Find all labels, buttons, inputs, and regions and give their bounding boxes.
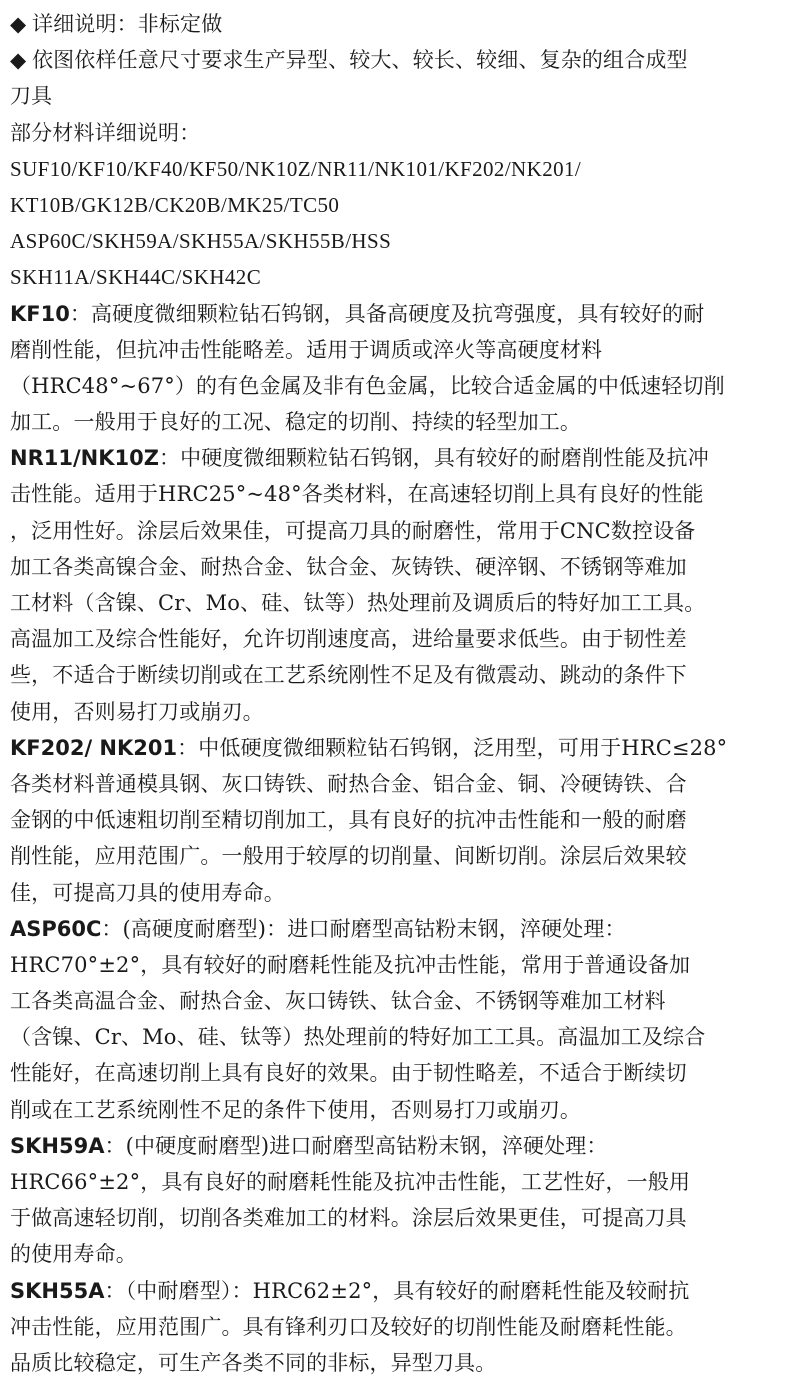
diamond-bullet-icon: ◆ — [10, 12, 27, 36]
diamond-bullet-icon: ◆ — [10, 48, 27, 73]
materials-list-line: KT10B/GK12B/CK20B/MK25/TC50 — [10, 192, 340, 217]
kf202-line: 各类材料普通模具钢、灰口铸铁、耐热合金、铝合金、铜、冷硬铸铁、合 — [10, 771, 687, 796]
skh59a-line: HRC66°±2°，具有良好的耐磨耗性能及抗冲击性能，工艺性好，一般用 — [10, 1170, 691, 1194]
kf202-line: 削性能，应用范围广。一般用于较厚的切削量、间断切削。涂层后效果较 — [10, 844, 687, 869]
skh59a-line: 的使用寿命。 — [10, 1242, 137, 1267]
kf10-term: KF10 — [10, 301, 70, 326]
nr11-line: 工材料（含镍、Cr、Mo、硅、钛等）热处理前及调质后的特好加工工具。 — [10, 591, 706, 615]
skh59a-line: SKH59A：(中硬度耐磨型)进口耐磨型高钴粉末钢，淬硬处理： — [10, 1133, 608, 1158]
nr11-line: 些，不适合于断续切削或在工艺系统刚性不足及有微震动、跳动的条件下 — [10, 663, 687, 688]
materials-list-line: SKH11A/SKH44C/SKH42C — [10, 265, 262, 290]
custom-made-line — [10, 6, 782, 42]
asp60c-line: 工各类高温合金、耐热合金、灰口铸铁、钛合金、不锈钢等难加工材料 — [10, 989, 666, 1014]
asp60c-line: 削或在工艺系统刚性不足的条件下使用，否则易打刀或崩刃。 — [10, 1097, 582, 1122]
nr11-line: 使用，否则易打刀或崩刃。 — [10, 699, 264, 724]
kf202-line: KF202/ NK201：中低硬度微细颗粒钻石钨钢，泛用型，可用于HRC≤28° — [10, 735, 728, 760]
skh59a-line: 于做高速轻切削，切削各类难加工的材料。涂层后效果更佳，可提高刀具 — [10, 1206, 687, 1231]
asp60c-line: HRC70°±2°，具有较好的耐磨耗性能及抗冲击性能，常用于普通设备加 — [10, 952, 691, 977]
skh55a-line: SKH55A：（中耐磨型）：HRC62±2°，具有较好的耐磨耗性能及较耐抗 — [10, 1278, 690, 1303]
kf10-line: （HRC48°~67°）的有色金属及非有色金属，比较合适金属的中低速轻切削 — [10, 373, 725, 398]
materials-list-line: ASP60C/SKH59A/SKH55A/SKH55B/HSS — [10, 229, 392, 254]
kf202-term: KF202/ NK201 — [10, 735, 178, 760]
nr11-line: ，泛用性好。涂层后效果佳，可提高刀具的耐磨性，常用于CNC数控设备 — [10, 518, 696, 543]
nr11-line: 高温加工及综合性能好，允许切削速度高，进给量要求低些。由于韧性差 — [10, 627, 687, 652]
kf202-line: 佳，可提高刀具的使用寿命。 — [10, 880, 285, 905]
skh55a-line: 品质比较稳定，可生产各类不同的非标，异型刀具。 — [10, 1350, 497, 1375]
kf10-line: 磨削性能，但抗冲击性能略差。适用于调质或淬火等高硬度材料 — [10, 337, 603, 362]
kf202-line: 金钢的中低速粗切削至精切削加工，具有良好的抗冲击性能和一般的耐磨 — [10, 808, 687, 833]
asp60c-line: （含镍、Cr、Mo、硅、钛等）热处理前的特好加工工具。高温加工及综合 — [10, 1025, 706, 1050]
custom-made-label: 详细说明：非标定做 — [32, 12, 223, 36]
skh55a-line: 冲击性能，应用范围广。具有锋利刃口及较好的切削性能及耐磨耗性能。 — [10, 1314, 687, 1339]
nr11-line: 加工各类高镍合金、耐热合金、钛合金、灰铸铁、硬淬钢、不锈钢等难加 — [10, 554, 687, 579]
asp60c-term: ASP60C — [10, 916, 102, 941]
nr11-line: 击性能。适用于HRC25°~48°各类材料，在高速轻切削上具有良好的性能 — [10, 482, 704, 507]
kf10-line: 加工。一般用于良好的工况、稳定的切削、持续的轻型加工。 — [10, 410, 582, 435]
asp60c-line: 性能好，在高速切削上具有良好的效果。由于韧性略差，不适合于断续切 — [10, 1061, 687, 1086]
kf10-line: KF10：高硬度微细颗粒钻石钨钢，具备高硬度及抗弯强度，具有较好的耐 — [10, 301, 705, 326]
custom-shape-line-cont: 刀具 — [10, 84, 53, 109]
materials-list-line: SUF10/KF10/KF40/KF50/NK10Z/NR11/NK101/KF202/NK201/ — [10, 156, 582, 181]
materials-heading: 部分材料详细说明： — [10, 120, 201, 145]
custom-shape-text: 依图依样任意尺寸要求生产异型、较大、较长、较细、复杂的组合成型 — [32, 48, 688, 73]
nr11-line: NR11/NK10Z：中硬度微细颗粒钻石钨钢，具有较好的耐磨削性能及抗冲 — [10, 446, 709, 471]
nr11-term: NR11/NK10Z — [10, 446, 159, 471]
skh59a-term: SKH59A — [10, 1133, 105, 1158]
custom-shape-line — [10, 42, 782, 78]
asp60c-line: ASP60C：(高硬度耐磨型)：进口耐磨型高钴粉末钢，淬硬处理： — [10, 916, 626, 941]
skh55a-term: SKH55A — [10, 1278, 105, 1303]
